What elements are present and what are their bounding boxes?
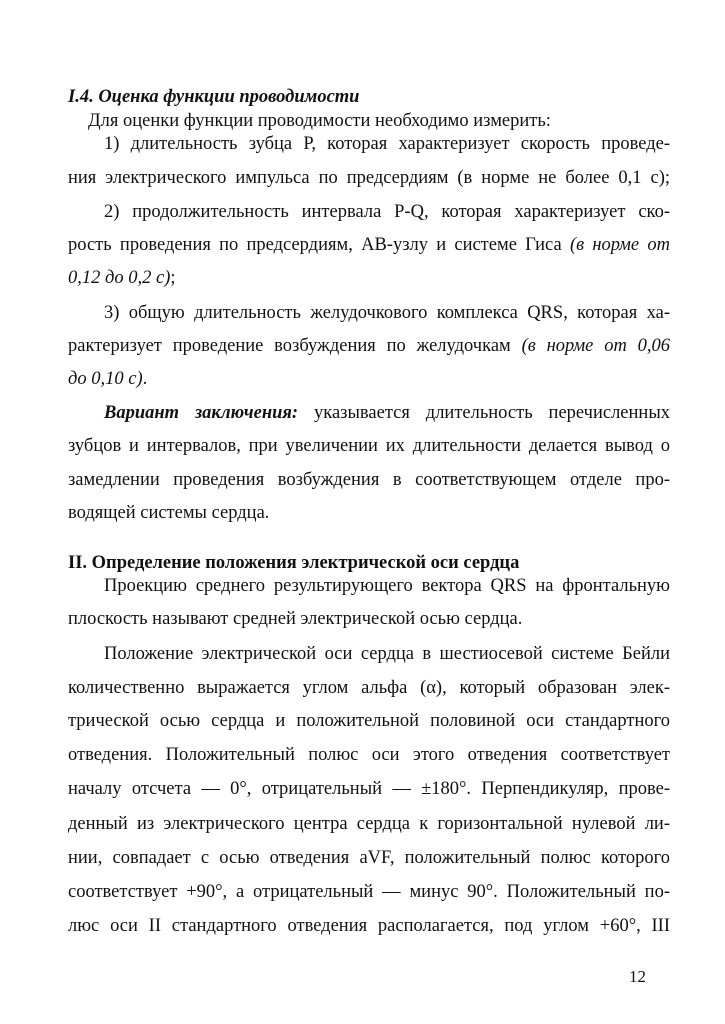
item3-line2 (68, 335, 670, 357)
conclusion-line1-text: указывается длительность перечисленных (314, 403, 670, 423)
p2-line6: денный из электрического центра сердца к горизонтальной нулевой ли- (68, 814, 670, 834)
p2-line5: началу отсчета — 0°, отрицательный — ±180°. Перпендикуляр, прове- (68, 779, 670, 799)
item2-line3 (68, 267, 670, 289)
page-number: 12 (629, 967, 646, 986)
conclusion-line4: водящей системы сердца. (68, 503, 270, 523)
item3-line1: 3) общую длительность желудочкового комплекса QRS, которая ха- (104, 303, 670, 323)
p2-line7: нии, совпадает с осью отведения aVF, положительный полюс которого (68, 848, 670, 868)
p2-line3: трической осью сердца и положительной половиной оси стандартного (68, 711, 670, 731)
conclusion-line3: замедлении проведения возбуждения в соответствующем отделе про- (68, 470, 670, 490)
p2-line1: Положение электрической оси сердца в шестиосевой системе Бейли (104, 644, 670, 664)
item2-norm-start: (в норме от (569, 235, 670, 255)
intro-text: Для оценки функции проводимости необходимо измерить: (88, 111, 551, 131)
conclusion-label: Вариант заключения: (104, 403, 299, 423)
item1-line1: 1) длительность зубца Р, которая характеризует скорость проведе- (104, 134, 670, 154)
section-heading-axis: II. Определение положения электрической оси сердца (68, 553, 520, 573)
section-heading-conduction: I.4. Оценка функции проводимости (68, 87, 360, 107)
item1-line2: ния электрического импульса по предсердиям (в норме не более 0,1 с); (68, 168, 670, 188)
item2-norm-end: 0,12 до 0,2 с) (68, 268, 171, 288)
p1-line1: Проекцию среднего результирующего вектора QRS на фронтальную (104, 576, 670, 596)
item2-line1: 2) продолжительность интервала P-Q, которая характеризует ско- (104, 202, 670, 222)
conclusion-line1 (104, 402, 670, 424)
item3-line2-text: рактеризует проведение возбуждения по желудочкам (68, 336, 511, 356)
p2-line2: количественно выражается углом альфа (α), который образован элек- (68, 678, 670, 698)
item3-line3 (68, 368, 670, 390)
item3-norm-end: до 0,10 с) (68, 369, 143, 389)
item2-tail: ; (170, 268, 176, 288)
conclusion-line2: зубцов и интервалов, при увеличении их длительности делается вывод о (68, 436, 670, 456)
item3-tail: . (142, 369, 148, 389)
p2-line9: люс оси II стандартного отведения располагается, под углом +60°, III (68, 916, 670, 936)
item2-line2 (68, 234, 670, 256)
p2-line8: соответствует +90°, а отрицательный — минус 90°. Положительный по- (68, 882, 670, 902)
p1-line2: плоскость называют средней электрической осью сердца. (68, 609, 523, 629)
item2-line2-text: рость проведения по предсердиям, АВ-узлу и системе Гиса (68, 235, 562, 255)
p2-line4: отведения. Положительный полюс оси этого отведения соответствует (68, 745, 670, 765)
item3-norm-start: (в норме от 0,06 (521, 336, 671, 356)
